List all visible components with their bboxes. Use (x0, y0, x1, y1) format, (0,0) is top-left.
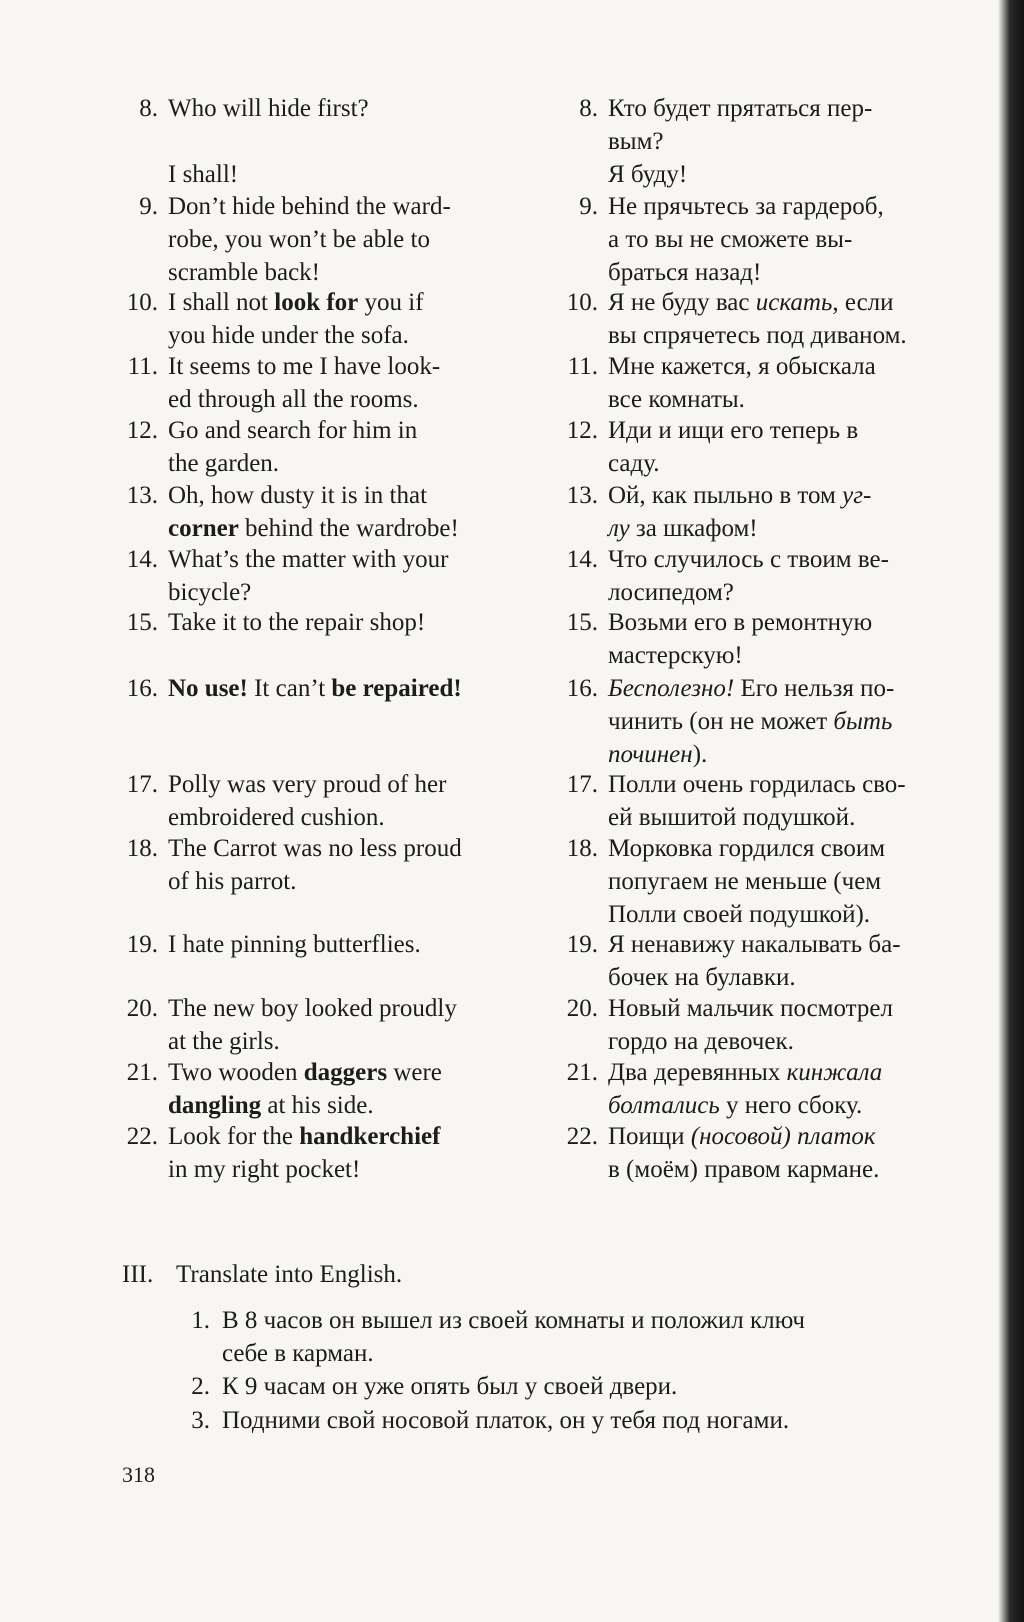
item-text: Я ненавижу накалывать ба- бочек на булавки. (608, 931, 901, 991)
item-text: Морковка гордился своим попугаем не меньше (чем Полли своей подушкой). (608, 835, 886, 928)
page-edge-shadow (998, 0, 1024, 1622)
item-number: 13. (566, 482, 598, 509)
item-number: 17. (126, 771, 158, 798)
item-number: 21. (566, 1059, 598, 1086)
item-number: 20. (126, 995, 158, 1022)
item-number: 10. (566, 289, 598, 316)
item-text: Кто будет прятаться пер- вым? Я буду! (608, 95, 873, 188)
item-text: В 8 часов он вышел из своей комнаты и положил ключ себе в карман. (222, 1307, 805, 1367)
item-number: 1. (191, 1307, 210, 1334)
item-text: I shall not look for you if you hide under the sofa. (168, 289, 424, 349)
item-number: 9. (139, 193, 158, 220)
item-text: Иди и ищи его теперь в саду. (608, 417, 859, 477)
item-number: 12. (566, 417, 598, 444)
item-text: Что случилось с твоим ве- лосипедом? (608, 546, 889, 606)
item-number: 19. (566, 931, 598, 958)
item-text: Oh, how dusty it is in that corner behind the wardrobe! (168, 482, 459, 542)
item-number: 20. (566, 995, 598, 1022)
item-text: Поищи (носовой) платок в (моём) правом кармане. (608, 1123, 880, 1183)
item-number: 16. (566, 675, 598, 702)
item-number: 14. (126, 546, 158, 573)
item-text: Ой, как пыльно в том уг- лу за шкафом! (608, 482, 872, 542)
item-number: 19. (126, 931, 158, 958)
page-number: 318 (122, 1462, 155, 1487)
item-text: I hate pinning butterflies. (168, 931, 421, 958)
item-text: Polly was very proud of her embroidered cushion. (168, 771, 447, 831)
item-text: Подними свой носовой платок, он у тебя под ногами. (222, 1407, 790, 1434)
item-number: 15. (566, 609, 598, 636)
item-text: Новый мальчик посмотрел гордо на девочек. (608, 995, 893, 1055)
item-number: 8. (139, 95, 158, 122)
item-number: 3. (191, 1407, 210, 1434)
item-text: Я не буду вас искать, если вы спрячетесь под диваном. (608, 289, 907, 349)
item-number: 22. (566, 1123, 598, 1150)
item-number: 2. (191, 1373, 210, 1400)
item-text: Возьми его в ремонтную мастерскую! (608, 609, 873, 669)
item-text: Мне кажется, я обыскала все комнаты. (608, 353, 876, 413)
item-text: No use! It can’t be repaired! (168, 675, 462, 702)
item-number: 14. (566, 546, 598, 573)
item-number: 11. (127, 353, 158, 380)
item-text: The Carrot was no less proud of his parrot. (168, 835, 462, 895)
item-number: 17. (566, 771, 598, 798)
item-number: 13. (126, 482, 158, 509)
section-number: III. (122, 1261, 154, 1288)
item-text: Look for the handkerchief in my right pocket! (168, 1123, 441, 1183)
item-text: Два деревянных кинжала болтались у него сбоку. (608, 1059, 883, 1119)
item-number: 12. (126, 417, 158, 444)
item-text: Don’t hide behind the ward- robe, you won’t be able to scramble back! (168, 193, 451, 286)
item-text: The new boy looked proudly at the girls. (168, 995, 457, 1055)
item-number: 18. (566, 835, 598, 862)
item-text: It seems to me I have look- ed through all the rooms. (168, 353, 441, 413)
item-number: 9. (579, 193, 598, 220)
item-text: Two wooden daggers were dangling at his side. (168, 1059, 442, 1119)
item-number: 22. (126, 1123, 158, 1150)
item-text: Go and search for him in the garden. (168, 417, 418, 477)
item-text: К 9 часам он уже опять был у своей двери. (222, 1373, 678, 1400)
section-title: Translate into English. (176, 1261, 403, 1288)
item-number: 21. (126, 1059, 158, 1086)
item-number: 10. (126, 289, 158, 316)
item-number: 18. (126, 835, 158, 862)
item-number: 8. (579, 95, 598, 122)
item-text: Полли очень гордилась сво- ей вышитой подушкой. (608, 771, 906, 831)
item-text: Take it to the repair shop! (168, 609, 426, 636)
item-text: What’s the matter with your bicycle? (168, 546, 449, 606)
item-number: 15. (126, 609, 158, 636)
item-text: Не прячьтесь за гардероб, а то вы не сможете вы- браться назад! (608, 193, 884, 286)
item-number: 16. (126, 675, 158, 702)
item-text: Бесполезно! Его нельзя по- чинить (он не может быть починен). (608, 675, 895, 768)
item-text: Who will hide first? I shall! (168, 95, 369, 188)
item-number: 11. (567, 353, 598, 380)
